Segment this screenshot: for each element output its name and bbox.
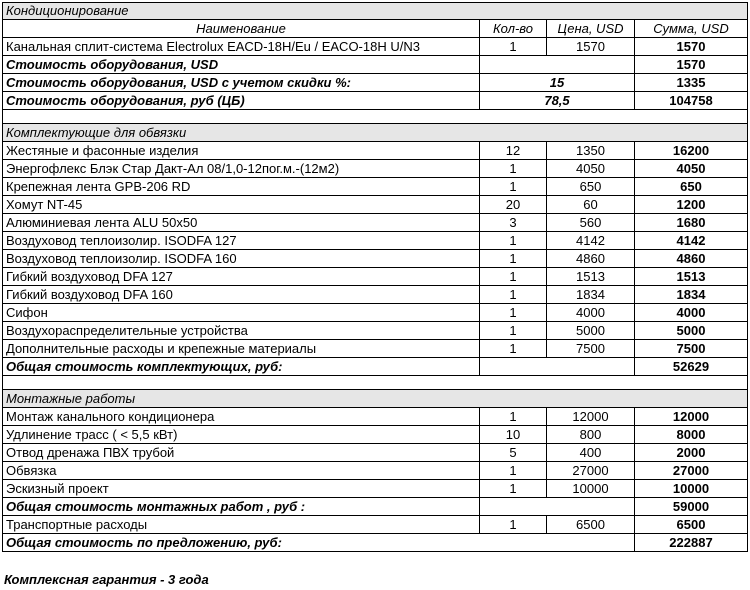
item-sum-cell: 4860	[635, 250, 748, 268]
item-qty-cell: 10	[480, 426, 547, 444]
grand-total-row	[2, 534, 748, 552]
item-sum-cell: 6500	[635, 516, 748, 534]
spacer-row	[2, 376, 748, 390]
table-row	[2, 250, 748, 268]
item-qty-cell: 1	[480, 160, 547, 178]
item-name-cell: Монтаж канального кондиционера	[2, 408, 480, 426]
item-name-cell: Воздуховод теплоизолир. ISODFA 127	[2, 232, 480, 250]
summary-label-cell: Стоимость оборудования, руб (ЦБ)	[2, 92, 480, 110]
item-price-cell: 12000	[547, 408, 635, 426]
item-price-cell: 400	[547, 444, 635, 462]
item-sum-cell: 1834	[635, 286, 748, 304]
summary-label-cell: Стоимость оборудования, USD	[2, 56, 480, 74]
header-name: Наименование	[2, 20, 480, 38]
table-row	[2, 160, 748, 178]
section-title: Комплектующие для обвязки	[2, 124, 748, 142]
item-sum-cell: 1200	[635, 196, 748, 214]
summary-value-cell	[480, 358, 635, 376]
item-name-cell: Гибкий воздуховод DFA 127	[2, 268, 480, 286]
summary-sum-cell: 1335	[635, 74, 748, 92]
table-row	[2, 426, 748, 444]
item-name-cell: Воздухораспределительные устройства	[2, 322, 480, 340]
item-qty-cell: 1	[480, 340, 547, 358]
summary-sum-cell: 1570	[635, 56, 748, 74]
item-price-cell: 1513	[547, 268, 635, 286]
section-title: Монтажные работы	[2, 390, 748, 408]
item-name-cell: Дополнительные расходы и крепежные материалы	[2, 340, 480, 358]
item-qty-cell: 1	[480, 250, 547, 268]
item-sum-cell: 1513	[635, 268, 748, 286]
item-price-cell: 10000	[547, 480, 635, 498]
item-name-cell: Транспортные расходы	[2, 516, 480, 534]
table-row	[2, 196, 748, 214]
summary-row	[2, 74, 748, 92]
item-qty-cell: 1	[480, 38, 547, 56]
summary-row	[2, 92, 748, 110]
item-qty-cell: 1	[480, 286, 547, 304]
table-row	[2, 516, 748, 534]
item-qty-cell: 1	[480, 178, 547, 196]
summary-value-cell: 15	[480, 74, 635, 92]
item-qty-cell: 20	[480, 196, 547, 214]
table-row	[2, 286, 748, 304]
item-qty-cell: 1	[480, 408, 547, 426]
table-row	[2, 38, 748, 56]
item-price-cell: 650	[547, 178, 635, 196]
item-qty-cell: 5	[480, 444, 547, 462]
item-name-cell: Гибкий воздуховод DFA 160	[2, 286, 480, 304]
table-row	[2, 462, 748, 480]
item-sum-cell: 2000	[635, 444, 748, 462]
item-sum-cell: 4142	[635, 232, 748, 250]
item-price-cell: 4000	[547, 304, 635, 322]
table-header-row	[2, 20, 748, 38]
item-sum-cell: 10000	[635, 480, 748, 498]
summary-row	[2, 56, 748, 74]
table-row	[2, 480, 748, 498]
summary-sum-cell: 59000	[635, 498, 748, 516]
item-sum-cell: 8000	[635, 426, 748, 444]
summary-sum-cell: 52629	[635, 358, 748, 376]
summary-row	[2, 358, 748, 376]
item-qty-cell: 1	[480, 232, 547, 250]
item-name-cell: Канальная сплит-система Electrolux EACD-18H/Eu / EACO-18H U/N3	[2, 38, 480, 56]
summary-row	[2, 498, 748, 516]
section-title-row	[2, 390, 748, 408]
item-sum-cell: 12000	[635, 408, 748, 426]
spacer-row	[2, 110, 748, 124]
table-row	[2, 142, 748, 160]
item-price-cell: 4860	[547, 250, 635, 268]
item-name-cell: Эскизный проект	[2, 480, 480, 498]
item-sum-cell: 1570	[635, 38, 748, 56]
table-row	[2, 178, 748, 196]
item-qty-cell: 3	[480, 214, 547, 232]
item-price-cell: 60	[547, 196, 635, 214]
item-sum-cell: 7500	[635, 340, 748, 358]
item-name-cell: Обвязка	[2, 462, 480, 480]
item-qty-cell: 1	[480, 516, 547, 534]
item-qty-cell: 12	[480, 142, 547, 160]
item-sum-cell: 4050	[635, 160, 748, 178]
item-qty-cell: 1	[480, 480, 547, 498]
grand-total-label: Общая стоимость по предложению, руб:	[2, 534, 635, 552]
item-qty-cell: 1	[480, 304, 547, 322]
summary-label-cell: Общая стоимость комплектующих, руб:	[2, 358, 480, 376]
item-price-cell: 800	[547, 426, 635, 444]
item-name-cell: Отвод дренажа ПВХ трубой	[2, 444, 480, 462]
item-price-cell: 7500	[547, 340, 635, 358]
table-row	[2, 408, 748, 426]
table-row	[2, 268, 748, 286]
section-title-row	[2, 124, 748, 142]
spacer-cell	[2, 110, 748, 124]
summary-value-cell	[480, 498, 635, 516]
item-price-cell: 6500	[547, 516, 635, 534]
table-row	[2, 322, 748, 340]
item-name-cell: Хомут NT-45	[2, 196, 480, 214]
summary-label-cell: Стоимость оборудования, USD с учетом скидки %:	[2, 74, 480, 92]
header-price: Цена, USD	[547, 20, 635, 38]
item-sum-cell: 16200	[635, 142, 748, 160]
summary-sum-cell: 104758	[635, 92, 748, 110]
item-name-cell: Алюминиевая лента ALU 50x50	[2, 214, 480, 232]
table-row	[2, 232, 748, 250]
section-title-row	[2, 2, 748, 20]
item-price-cell: 27000	[547, 462, 635, 480]
table-row	[2, 340, 748, 358]
item-qty-cell: 1	[480, 462, 547, 480]
item-qty-cell: 1	[480, 268, 547, 286]
item-sum-cell: 1680	[635, 214, 748, 232]
table-row	[2, 444, 748, 462]
summary-value-cell: 78,5	[480, 92, 635, 110]
item-name-cell: Энергофлекс Блэк Стар Дакт-Ал 08/1,0-12пог.м.-(12м2)	[2, 160, 480, 178]
item-sum-cell: 4000	[635, 304, 748, 322]
item-name-cell: Жестяные и фасонные изделия	[2, 142, 480, 160]
item-qty-cell: 1	[480, 322, 547, 340]
item-price-cell: 5000	[547, 322, 635, 340]
item-price-cell: 1834	[547, 286, 635, 304]
item-name-cell: Крепежная лента GPB-206 RD	[2, 178, 480, 196]
grand-total-sum: 222887	[635, 534, 748, 552]
section-title: Кондиционирование	[2, 2, 748, 20]
item-name-cell: Воздуховод теплоизолир. ISODFA 160	[2, 250, 480, 268]
summary-value-cell	[480, 56, 635, 74]
item-sum-cell: 5000	[635, 322, 748, 340]
item-price-cell: 1570	[547, 38, 635, 56]
item-name-cell: Удлинение трасс ( < 5,5 кВт)	[2, 426, 480, 444]
item-sum-cell: 27000	[635, 462, 748, 480]
item-name-cell: Сифон	[2, 304, 480, 322]
item-sum-cell: 650	[635, 178, 748, 196]
item-price-cell: 4142	[547, 232, 635, 250]
header-sum: Сумма, USD	[635, 20, 748, 38]
item-price-cell: 560	[547, 214, 635, 232]
warranty-note: Комплексная гарантия - 3 года	[4, 572, 209, 587]
item-price-cell: 4050	[547, 160, 635, 178]
spacer-cell	[2, 376, 748, 390]
header-qty: Кол-во	[480, 20, 547, 38]
summary-label-cell: Общая стоимость монтажных работ , руб :	[2, 498, 480, 516]
table-row	[2, 214, 748, 232]
item-price-cell: 1350	[547, 142, 635, 160]
table-row	[2, 304, 748, 322]
